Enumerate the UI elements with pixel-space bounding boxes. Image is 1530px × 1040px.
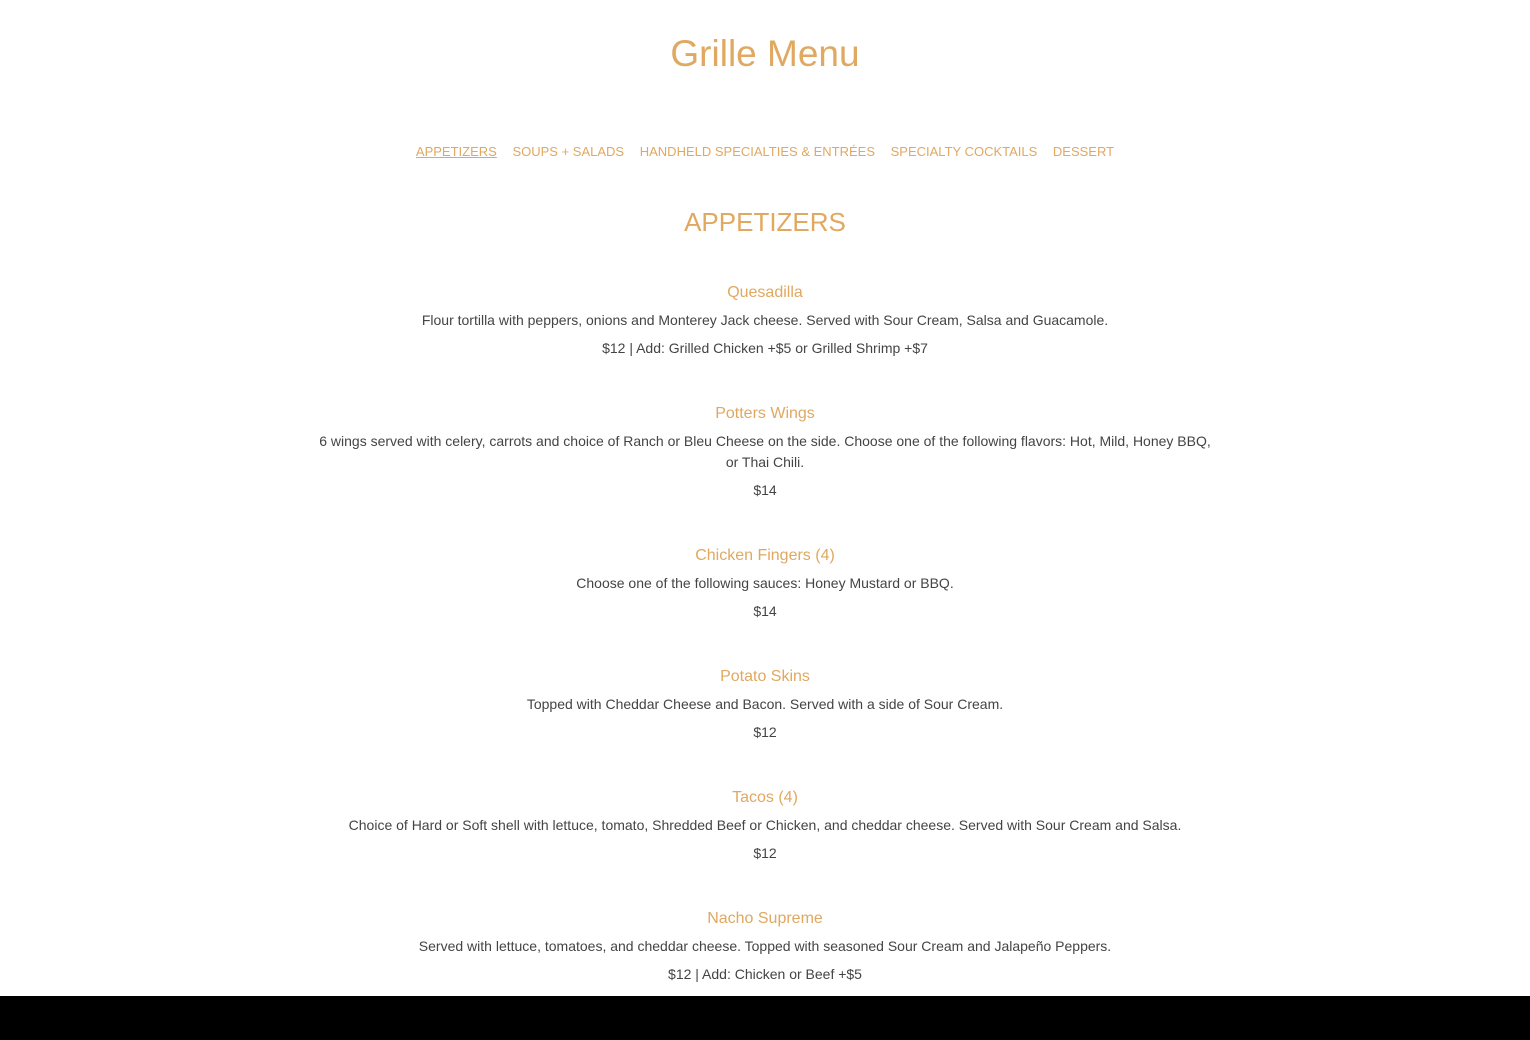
menu-item-price: $12 bbox=[753, 845, 777, 861]
menu-item-price: $14 bbox=[753, 603, 777, 619]
menu-item-name: Potato Skins bbox=[720, 668, 810, 685]
menu-item-description: Served with lettuce, tomatoes, and cheddar cheese. Topped with seasoned Sour Cream and Jalapeño Peppers. bbox=[418, 938, 1112, 954]
menu-item-description: Choice of Hard or Soft shell with lettuce, tomato, Shredded Beef or Chicken, and cheddar cheese. Served with Sour Cream and Salsa. bbox=[348, 817, 1182, 833]
menu-item-name: Chicken Fingers (4) bbox=[695, 547, 835, 564]
menu-item bbox=[315, 403, 1215, 501]
nav-link-handheld-entrees[interactable]: HANDHELD SPECIALTIES & ENTRÉES bbox=[639, 144, 875, 159]
menu-item-name: Potters Wings bbox=[715, 405, 815, 422]
menu-items-list bbox=[315, 282, 1215, 1029]
menu-item-description: Topped with Cheddar Cheese and Bacon. Served with a side of Sour Cream. bbox=[526, 696, 1004, 712]
nav-link-soups-salads[interactable]: SOUPS + SALADS bbox=[512, 144, 625, 159]
menu-item-description: 6 wings served with celery, carrots and choice of Ranch or Bleu Cheese on the side. Choose one of the following flavors: Hot, Mild, Honey BBQ, or Thai Chili. bbox=[319, 433, 1211, 470]
menu-item bbox=[315, 282, 1215, 359]
menu-item bbox=[315, 545, 1215, 622]
menu-item bbox=[315, 787, 1215, 864]
page-title: Grille Menu bbox=[670, 33, 860, 74]
menu-item-description: Choose one of the following sauces: Honey Mustard or BBQ. bbox=[576, 575, 954, 591]
nav-link-specialty-cocktails[interactable]: SPECIALTY COCKTAILS bbox=[890, 144, 1038, 159]
menu-item-price: $12 | Add: Grilled Chicken +$5 or Grilled Shrimp +$7 bbox=[602, 340, 928, 356]
section-title: APPETIZERS bbox=[684, 207, 846, 237]
menu-item-price: $12 bbox=[753, 724, 777, 740]
menu-item-description: Flour tortilla with peppers, onions and Monterey Jack cheese. Served with Sour Cream, Salsa and Guacamole. bbox=[421, 312, 1109, 328]
menu-item-price: $14 bbox=[753, 482, 777, 498]
menu-item-price: $12 | Add: Chicken or Beef +$5 bbox=[668, 966, 862, 982]
nav-link-appetizers[interactable]: APPETIZERS bbox=[415, 144, 497, 159]
menu-item bbox=[315, 666, 1215, 743]
menu-category-nav bbox=[0, 144, 1530, 160]
footer-bar bbox=[0, 996, 1530, 1040]
menu-item-name: Nacho Supreme bbox=[707, 910, 823, 927]
nav-link-dessert[interactable]: DESSERT bbox=[1052, 144, 1115, 159]
menu-item bbox=[315, 908, 1215, 985]
menu-item-name: Quesadilla bbox=[727, 284, 803, 301]
menu-item-name: Tacos (4) bbox=[732, 789, 798, 806]
